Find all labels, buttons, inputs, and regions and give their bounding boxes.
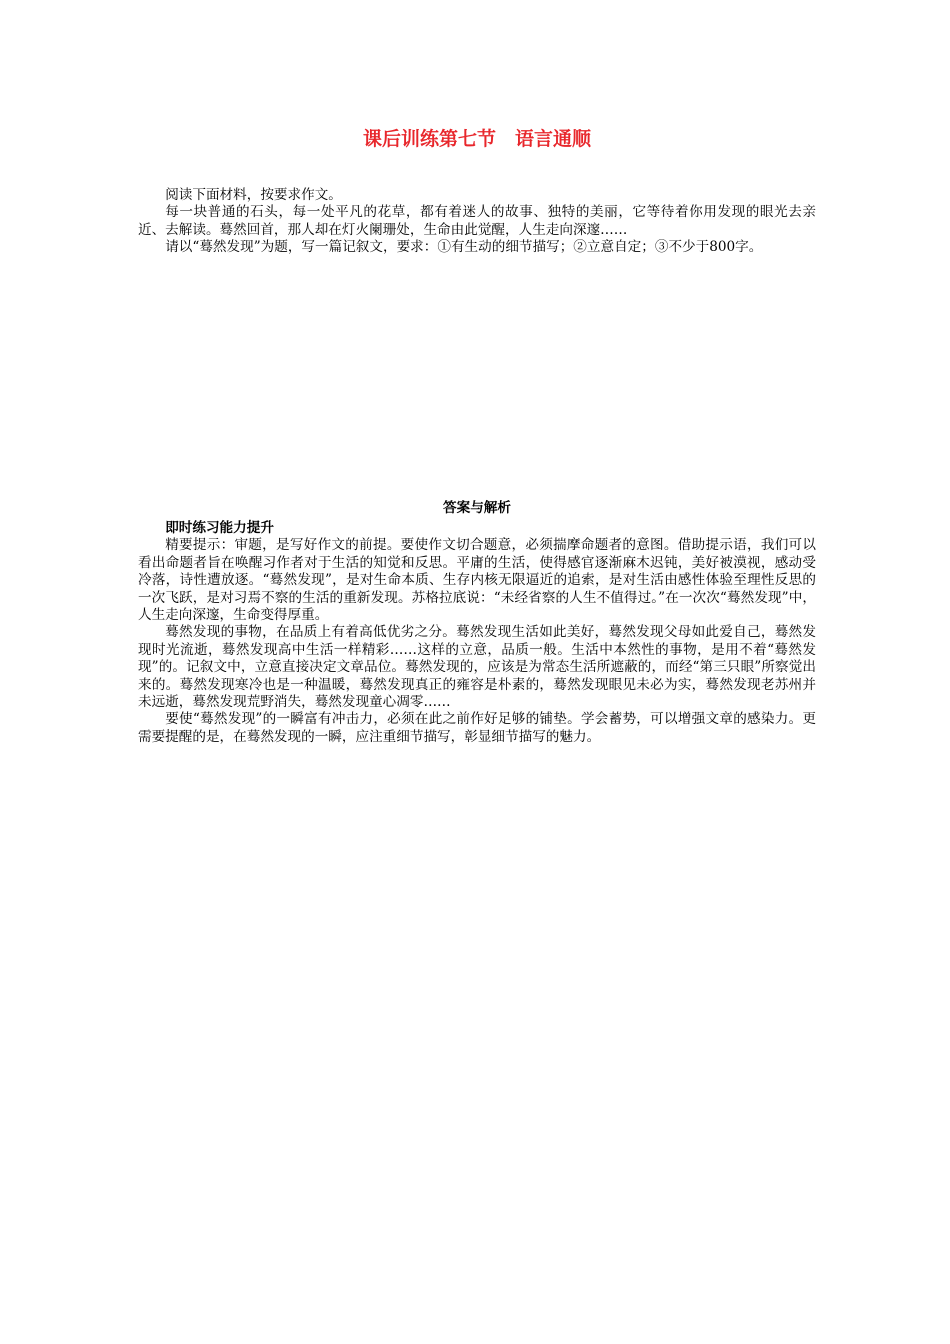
question-section (138, 187, 816, 257)
answer-subheading: 即时练习能力提升 (165, 520, 274, 536)
question-instruction: 阅读下面材料，按要求作文。 (165, 187, 342, 203)
answer-paragraph-1: 精要提示：审题，是写好作文的前提。要使作文切合题意，必须揣摩命题者的意图。借助提示语，我们可以看出命题者旨在唤醒习作者对于生活的知觉和反思。平庸的生活，使得感官逐渐麻木迟钝，美好被漠视，感动受冷落，诗性遭放逐。“蓦然发现”，是对生命本质、生存内核无限逼近的追索，是对生活由感性体验至理性反思的一次飞跃，是对习焉不察的生活的重新发现。苏格拉底说：“未经省察的人生不值得过。”在一次次“蓦然发现”中，人生走向深邃，生命变得厚重。 (138, 537, 816, 624)
question-requirement: 请以“蓦然发现”为题，写一篇记叙文，要求：①有生动的细节描写；②立意自定；③不少于800字。 (165, 239, 763, 256)
question-material: 每一块普通的石头，每一处平凡的花草，都有着迷人的故事、独特的美丽，它等待着你用发现的眼光去亲近、去解读。蓦然回首，那人却在灯火阑珊处，生命由此觉醒，人生走向深邃…… (138, 204, 816, 238)
answer-heading: 答案与解析 (443, 500, 511, 516)
answer-paragraph-3: 要使“蓦然发现”的一瞬富有冲击力，必须在此之前作好足够的铺垫。学会蓄势，可以增强文章的感染力。更需要提醒的是，在蓦然发现的一瞬，应注重细节描写，彰显细节描写的魅力。 (138, 711, 816, 745)
answer-paragraph-2: 蓦然发现的事物，在品质上有着高低优劣之分。蓦然发现生活如此美好，蓦然发现父母如此爱自己，蓦然发现时光流逝，蓦然发现高中生活一样精彩……这样的立意，品质一般。生活中本然性的事物，是用不着“蓦然发现”的。记叙文中，立意直接决定文章品位。蓦然发现的，应该是为常态生活所遮蔽的，而经“第三只眼”所察觉出来的。蓦然发现寒冷也是一种温暖，蓦然发现真正的雍容是朴素的，蓦然发现眼见未必为实，蓦然发现老苏州并未远逝，蓦然发现荒野消失，蓦然发现童心凋零…… (138, 624, 816, 711)
document-title: 课后训练第七节 语言通顺 (362, 128, 591, 150)
answer-section (138, 498, 816, 746)
